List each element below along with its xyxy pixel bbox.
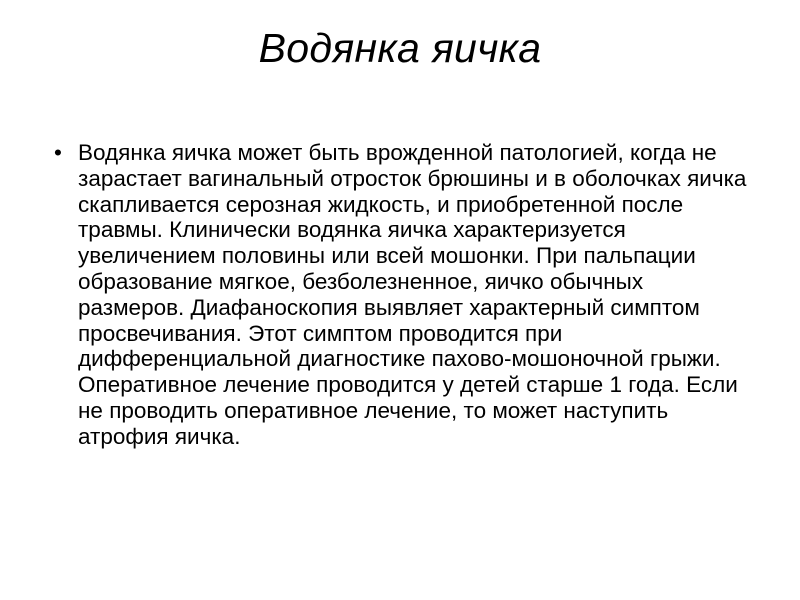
slide-title: Водянка яичка bbox=[258, 25, 542, 71]
bullet-list bbox=[54, 140, 754, 450]
bullet-marker: • bbox=[54, 140, 62, 165]
bullet-item bbox=[54, 140, 754, 450]
bullet-text: Водянка яичка может быть врожденной патологией, когда не зарастает вагинальный отросток брюшины и в оболочках яичка скапливается серозная жидкость, и приобретенной после травмы. Клинически водянка яичка характеризуется увеличением половины или всей мошонки. При пальпации образование мягкое, безболезненное, яичко обычных размеров. Диафаноскопия выявляет характерный симптом просвечивания. Этот симптом проводится при дифференциальной диагностике пахово-мошоночной грыжи. Оперативное лечение проводится у детей старше 1 года. Если не проводить оперативное лечение, то может наступить атрофия яичка. bbox=[78, 140, 747, 449]
